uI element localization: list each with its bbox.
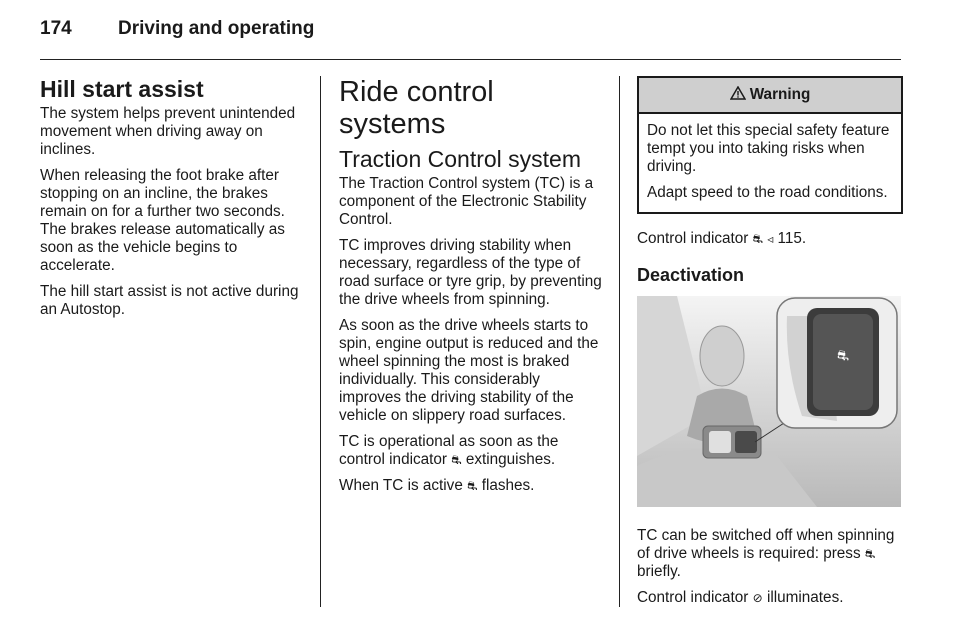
- paragraph: TC improves driving stability when necessary, regardless of the type of road surface or tyre grip, by preventing the drive wheels from spinning.: [339, 237, 602, 308]
- text: briefly.: [637, 563, 681, 580]
- traction-control-icon: ⛐: [451, 453, 462, 467]
- column-divider-1: [320, 76, 321, 607]
- text: TC can be switched off when spinning of drive wheels is required: press: [637, 527, 895, 562]
- column-hill-start-assist: [40, 76, 304, 327]
- header-divider: [40, 59, 901, 60]
- text: extinguishes.: [461, 451, 556, 468]
- traction-control-icon: ⛐: [752, 232, 763, 246]
- text: flashes.: [477, 477, 535, 494]
- warning-text: Do not let this special safety feature tempt you into taking risks when driving.: [647, 122, 890, 175]
- text: Control indicator: [637, 589, 753, 606]
- text: Control indicator: [637, 230, 753, 247]
- paragraph: [339, 477, 605, 495]
- paragraph: [637, 589, 903, 607]
- section-title: Driving and operating: [118, 18, 315, 39]
- warning-title: Warning: [749, 86, 811, 103]
- page-reference-icon: ◃: [767, 232, 774, 246]
- paragraph: As soon as the drive wheels starts to spin, engine output is reduced and the wheel spinning the most is braked individually. This considerably improves the driving stability of the vehicle on slippery road surfaces.: [339, 317, 599, 424]
- warning-header: [639, 78, 901, 114]
- paragraph: The system helps prevent unintended movement when driving away on inclines.: [40, 105, 296, 158]
- traction-control-icon: ⛐: [864, 547, 876, 561]
- tc-button-illustration: [637, 296, 901, 507]
- text: illuminates.: [762, 589, 844, 606]
- column-deactivation: [637, 76, 903, 615]
- warning-body: [639, 114, 901, 212]
- paragraph: The hill start assist is not active during an Autostop.: [40, 283, 299, 318]
- paragraph: [637, 527, 903, 581]
- deactivation-heading: Deactivation: [637, 265, 745, 285]
- warning-box: [637, 76, 903, 214]
- column-ride-control: [339, 76, 605, 503]
- column-divider-2: [619, 76, 620, 607]
- text: 115.: [773, 230, 807, 247]
- paragraph: [339, 433, 605, 469]
- page-header: [40, 18, 314, 48]
- text: TC is operational as soon as the control indicator: [339, 433, 559, 468]
- text: When TC is active: [339, 477, 468, 494]
- control-indicator-reference: [637, 230, 903, 248]
- warning-triangle-icon: [730, 86, 746, 105]
- ride-control-heading: Ride control systems: [339, 76, 494, 140]
- page-number: 174: [40, 18, 72, 39]
- traction-control-icon: ⛐: [467, 479, 478, 493]
- traction-control-heading: Traction Control system: [339, 146, 581, 172]
- traction-control-off-icon: ⊘: [752, 591, 763, 605]
- hill-start-assist-heading: Hill start assist: [40, 76, 204, 102]
- svg-text:⛐: ⛐: [836, 348, 850, 364]
- paragraph: When releasing the foot brake after stopping on an incline, the brakes remain on for a further two seconds. The brakes release automatically as soon as the vehicle begins to accelerate.: [40, 167, 285, 274]
- paragraph: The Traction Control system (TC) is a component of the Electronic Stability Control.: [339, 175, 594, 228]
- warning-text: Adapt speed to the road conditions.: [647, 184, 888, 201]
